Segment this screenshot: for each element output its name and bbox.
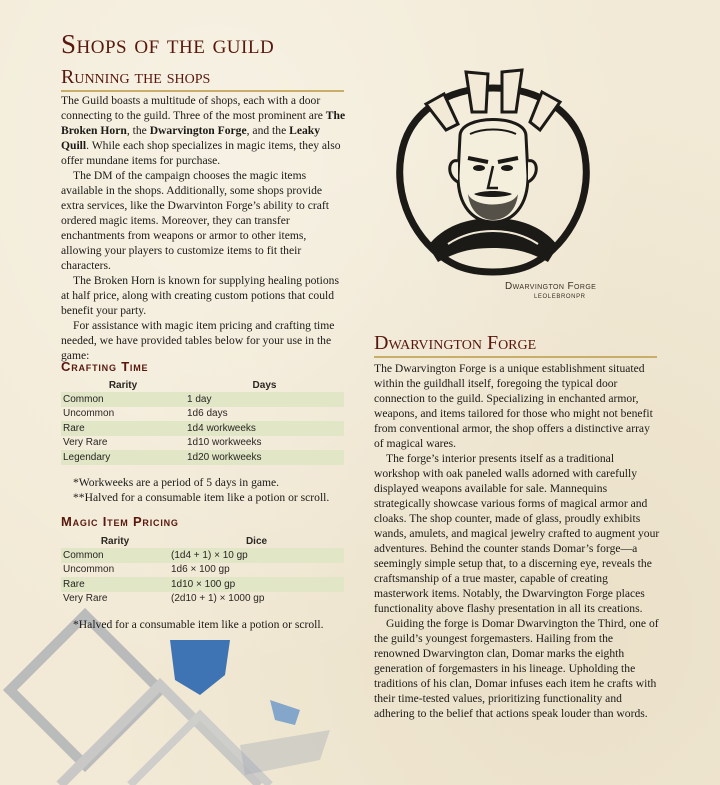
emblem-artist-credit: LEOLEBRONPR — [534, 294, 586, 300]
table-row — [61, 436, 344, 451]
crafting-note-halved: **Halved for a consumable item like a potion or scroll. — [73, 491, 330, 504]
table-cell: Very Rare — [63, 593, 108, 605]
table-row — [61, 450, 344, 465]
paragraph-1: The Dwarvington Forge is a unique establishment situated within the guildhall itself, foregoing the typical door connection to the guild. Specializing in enchanted armor, weapons, and items tailored for those who might not benefit from conventional armor, the shop offers a distinctive array of magical wares. — [374, 362, 653, 450]
paragraph-3: The Broken Horn is known for supplying healing potions at half price, along with creating custom potions that could benefit your party. — [61, 274, 339, 317]
table-cell: Rare — [61, 577, 169, 592]
emblem-caption: Dwarvington Forge — [505, 281, 597, 292]
table-cell: 1d4 workweeks — [185, 421, 344, 436]
table-cell: Uncommon — [63, 564, 115, 576]
table-row — [61, 421, 344, 436]
column-header: Rarity — [100, 536, 130, 547]
table-header-row — [61, 377, 344, 392]
shop-name-dwarvington-forge: Dwarvington Forge — [149, 124, 247, 137]
paragraph-2: The DM of the campaign chooses the magic items available in the shops. Additionally, some shops provide extra services, like the Dwarvinton Forge’s ability to craft ordered magic items. Moreover, they can transfer enchantments from weapons or armor to other items, allowing your players to customize items to fit their characters. — [61, 169, 329, 272]
table-cell: Common — [61, 548, 169, 563]
table-cell: 1d10 workweeks — [187, 437, 262, 449]
paragraph-1: The Guild boasts a multitude of shops, each with a door connecting to the guild. Three of the most prominent are The Broken Horn, the Dwarvington Forge, and the Leaky Quill. While each shop specializes in magic items, they also offer mundane items for purchase. — [61, 94, 346, 167]
column-header: Dice — [245, 536, 268, 547]
table-header-row — [61, 533, 344, 548]
table-row — [61, 548, 344, 563]
crafting-time-title: Crafting Time — [61, 359, 149, 374]
magic-item-pricing-title: Magic Item Pricing — [61, 514, 179, 529]
table-cell: (2d10 + 1) × 1000 gp — [171, 593, 265, 605]
pricing-note-halved: *Halved for a consumable item like a potion or scroll. — [73, 618, 324, 631]
section-title-dwarvington-forge: Dwarvington Forge — [374, 332, 657, 358]
table-cell: 1d20 workweeks — [185, 450, 344, 465]
paragraph-4: For assistance with magic item pricing and crafting time needed, we have provided tables below for your use in the game: — [61, 319, 335, 362]
table-cell: Very Rare — [63, 437, 108, 449]
table-cell: Common — [61, 392, 185, 407]
dwarvington-forge-text — [374, 361, 660, 721]
table-cell: 1 day — [185, 392, 344, 407]
table-cell: (1d4 + 1) × 10 gp — [169, 548, 344, 563]
table-row — [61, 407, 344, 422]
crafting-time-table — [61, 377, 344, 465]
crafting-note-workweeks: *Workweeks are a period of 5 days in game. — [73, 476, 280, 489]
paragraph-2: The forge’s interior presents itself as a traditional workshop with oak paneled walls adorned with carefully displayed weapons available for sale. Mannequins strategically showcase various forms of magical armor and cloaks. The shop counter, made of glass, proudly exhibits wands, amulets, and magical jewelry crafted to augment your adventures. Behind the counter stands Domar’s forge—a seemingly simple setup that, to a discerning eye, reveals the craftsmanship of a true master, capable of creating masterwork items. Notably, the Dwarvington Forge places functionality above flashy presentation in all its creations. — [374, 452, 660, 615]
column-header: Rarity — [108, 380, 138, 391]
dwarf-emblem-illustration — [388, 66, 598, 286]
table-cell: Uncommon — [63, 408, 115, 420]
table-cell: 1d10 × 100 gp — [169, 577, 344, 592]
paragraph-3: Guiding the forge is Domar Dwarvington the Third, one of the guild’s youngest forgemasters. Hailing from the renowned Dwarvington clan, Domar marks the eighth generation of forgemasters in his lineage. Upholding the traditions of his clan, Domar infuses each item he crafts with their time-tested values, prioritizing functionality and adhering to the belief that actions speak louder than words. — [374, 617, 659, 720]
table-row — [61, 563, 344, 578]
magic-item-pricing-table — [61, 533, 344, 606]
table-row — [61, 592, 344, 607]
table-row — [61, 577, 344, 592]
table-row — [61, 392, 344, 407]
page-title: Shops of the guild — [61, 29, 275, 59]
table-cell: Legendary — [61, 450, 185, 465]
table-cell: Rare — [61, 421, 185, 436]
running-shops-text — [61, 93, 346, 363]
table-cell: 1d6 days — [187, 408, 228, 420]
section-title-running-the-shops: Running the shops — [61, 66, 344, 92]
shop-name-broken-horn: The Broken Horn — [61, 109, 346, 137]
shop-name-leaky-quill: Leaky Quill — [61, 124, 321, 152]
table-cell: 1d6 × 100 gp — [171, 564, 230, 576]
column-header: Days — [252, 380, 277, 391]
